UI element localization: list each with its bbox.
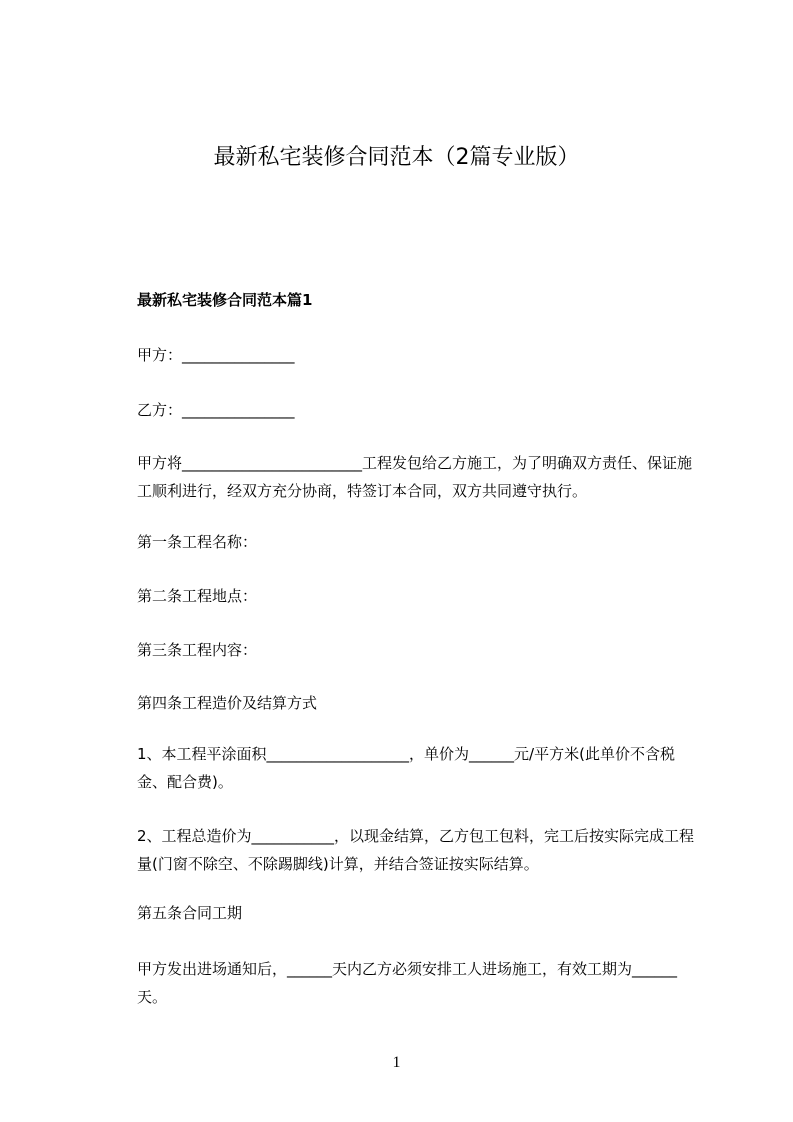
article-4: 第四条工程造价及结算方式 <box>137 694 318 712</box>
period-paragraph: 甲方发出进场通知后，______天内乙方必须安排工人进场施工，有效工期为______天。 <box>137 960 678 1006</box>
party-a-line: 甲方：_______________ <box>137 346 295 364</box>
intro-paragraph: 甲方将________________________工程发包给乙方施工，为了明确双方责任、保证施工顺利进行，经双方充分协商，特签订本合同，双方共同遵守执行。 <box>137 454 693 500</box>
article-1: 第一条工程名称： <box>137 533 258 551</box>
item-1: 1、本工程平涂面积___________________，单价为______元/平方米(此单价不含税金、配合费)。 <box>137 745 675 791</box>
article-5: 第五条合同工期 <box>137 904 243 922</box>
article-3: 第三条工程内容： <box>137 641 258 659</box>
document-title: 最新私宅装修合同范本（2篇专业版） <box>213 145 580 170</box>
page-number: 1 <box>392 1054 401 1071</box>
article-2: 第二条工程地点： <box>137 587 258 605</box>
item-2: 2、工程总造价为___________，以现金结算，乙方包工包料，完工后按实际完成工程量(门窗不除空、不除踢脚线)计算，并结合签证按实际结算。 <box>137 827 695 873</box>
section-heading: 最新私宅装修合同范本篇1 <box>137 291 313 309</box>
party-b-line: 乙方：_______________ <box>137 401 295 419</box>
